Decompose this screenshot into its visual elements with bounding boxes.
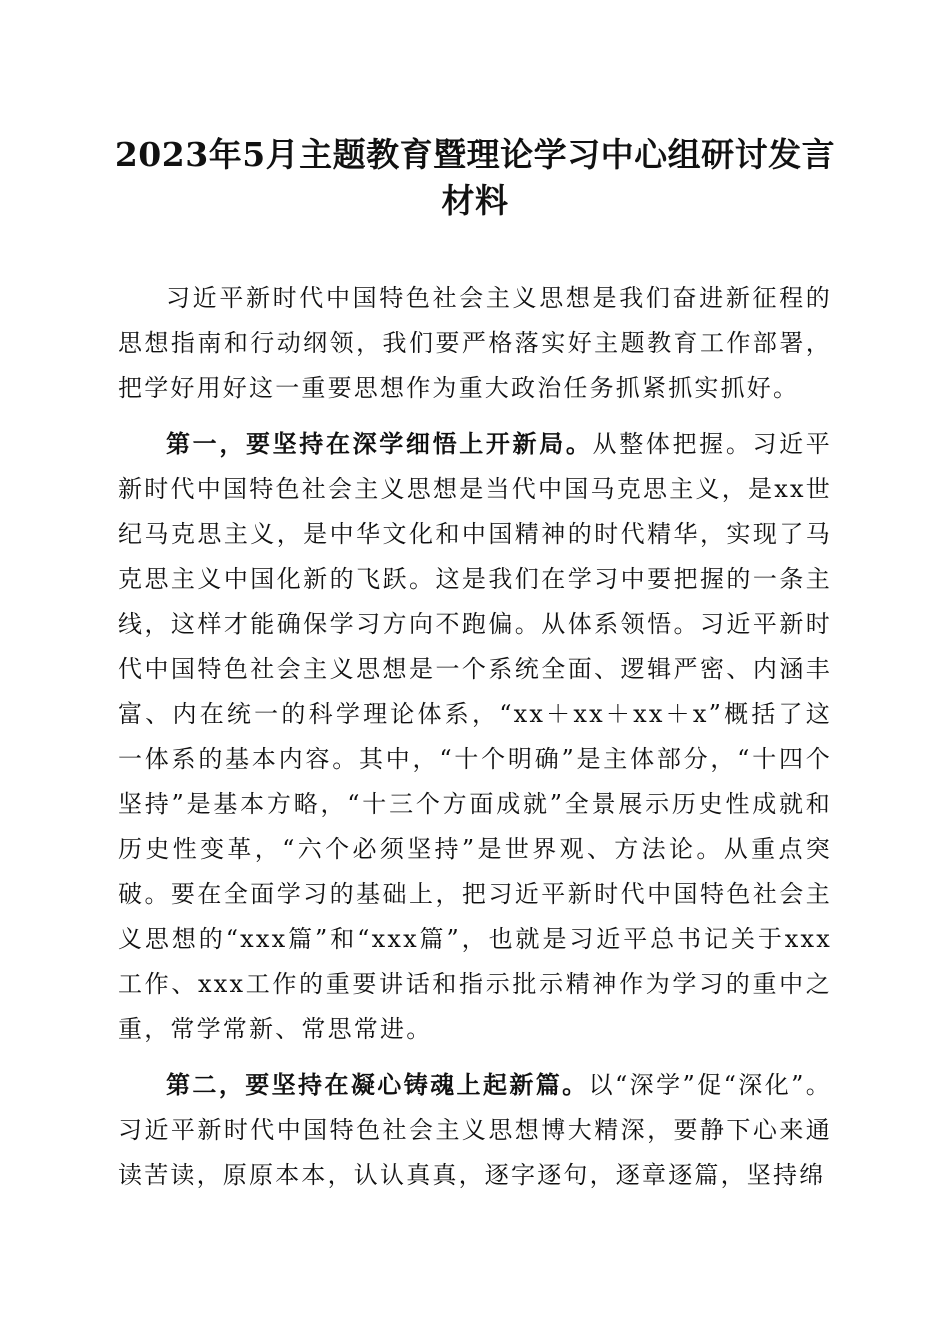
document-title: 2023年5月主题教育暨理论学习中心组研讨发言材料 [114,135,836,220]
paragraph-first-point [118,421,832,1052]
paragraph-text: 以“深学”促“深化”。习近平新时代中国特色社会主义思想博大精深，要静下心来通读苦读，原原本本，认认真真，逐字逐句，逐章逐篇，坚持绵 [118,1071,832,1189]
paragraph-intro [118,276,832,411]
paragraph-lead: 第二，要坚持在凝心铸魂上起新篇。 [166,1070,589,1099]
paragraph-text: 习近平新时代中国特色社会主义思想是我们奋进新征程的思想指南和行动纲领，我们要严格落实好主题教育工作部署，把学好用好这一重要思想作为重大政治任务抓紧抓实抓好。 [118,284,832,402]
paragraph-second-point [118,1062,832,1198]
paragraph-lead: 第一，要坚持在深学细悟上开新局。 [166,429,593,458]
paragraph-text: 从整体把握。习近平新时代中国特色社会主义思想是当代中国马克思主义，是xx世纪马克思主义，是中华文化和中国精神的时代精华，实现了马克思主义中国化新的飞跃。这是我们在学习中要把握的一条主线，这样才能确保学习方向不跑偏。从体系领悟。习近平新时代中国特色社会主义思想是一个系统全面、逻辑严密、内涵丰富、内在统一的科学理论体系，“xx＋xx＋xx＋x”概括了这一体系的基本内容。其中，“十个明确”是主体部分，“十四个坚持”是基本方略，“十三个方面成就”全景展示历史性成就和历史性变革，“六个必须坚持”是世界观、方法论。从重点突破。要在全面学习的基础上，把习近平新时代中国特色社会主义思想的“xxx篇”和“xxx篇”，也就是习近平总书记关于xxx工作、xxx工作的重要讲话和指示批示精神作为学习的重中之重，常学常新、常思常进。 [118,430,832,1043]
document-body [118,276,832,1208]
